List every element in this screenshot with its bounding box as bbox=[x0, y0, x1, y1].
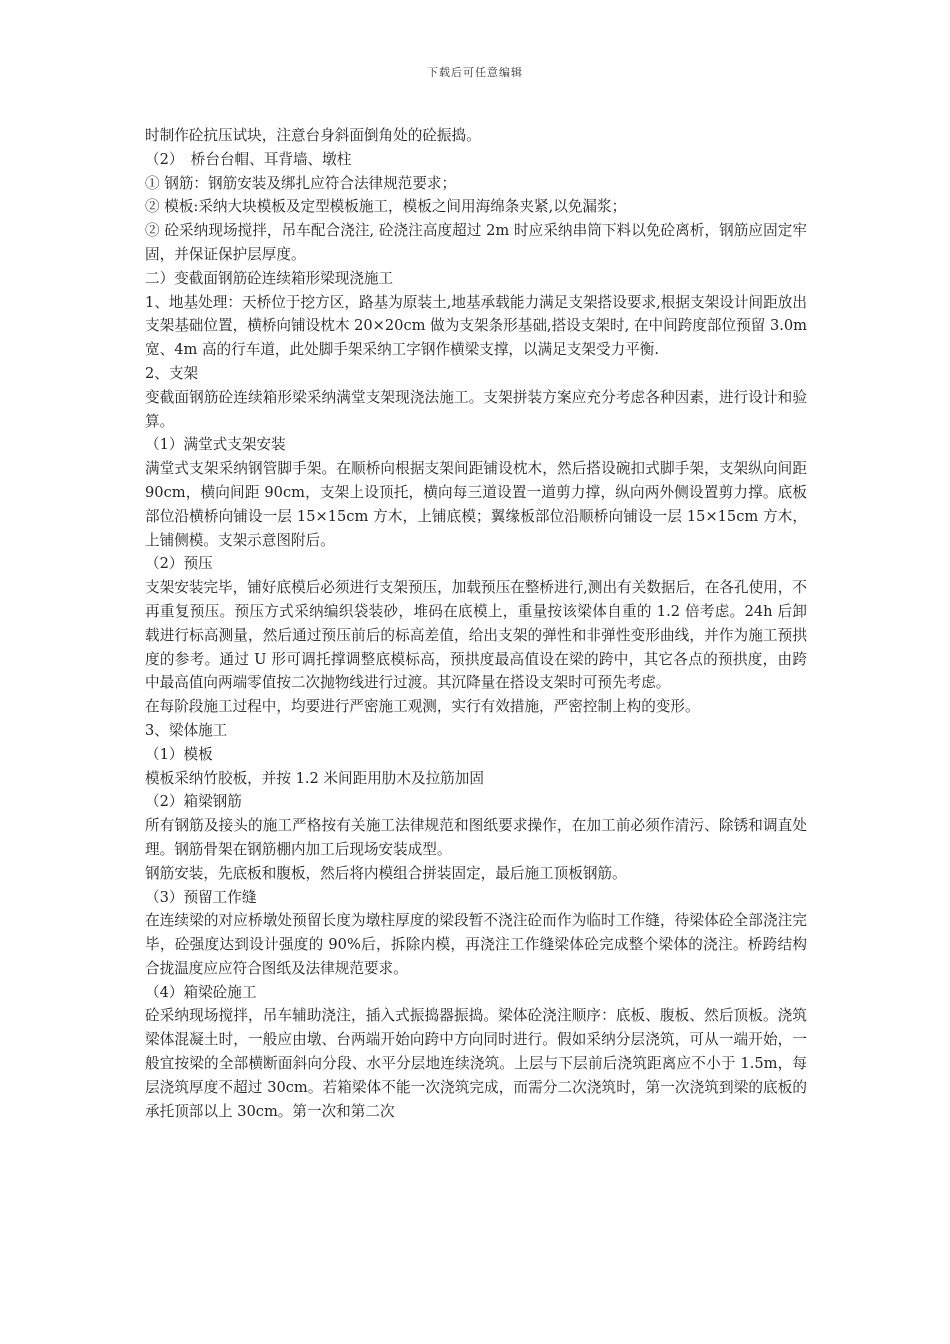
subheading-joint: （3）预留工作缝 bbox=[145, 888, 257, 906]
paragraph-foundation: 1、地基处理：天桥位于挖方区，路基为原装土,地基承载能力满足支架搭设要求,根据支架设计间距放出支架基础位置，横桥向铺设枕木 20×20cm 做为支架条形基础,搭设支架时, 在中间跨度部位预留 3.0m 宽、4m 高的行车道，此处脚手架采纳工字钢作横梁支撑，以满足支架受力平衡. bbox=[145, 293, 807, 359]
subheading-concrete: （4）箱梁砼施工 bbox=[145, 983, 257, 1001]
section-heading-support: 2、支架 bbox=[145, 364, 199, 382]
paragraph-joint: 在连续梁的对应桥墩处预留长度为墩柱厚度的梁段暂不浇注砼而作为临时工作缝，待梁体砼全部浇注完毕，砼强度达到设计强度的 90%后，拆除内模，再浇注工作缝梁体砼完成整个梁体的浇注。桥跨结构合拢温度应应符合图纸及法律规范要求。 bbox=[145, 912, 807, 977]
paragraph-concrete: 砼采纳现场搅拌，吊车辅助浇注，插入式振捣器振捣。梁体砼浇注顺序：底板、腹板、然后顶板。浇筑梁体混凝土时，一般应由墩、台两端开始向跨中方向同时进行。假如采纳分层浇筑，可从一端开始，一般宜按梁的全部横断面斜向分段、水平分层地连续浇筑。上层与下层前后浇筑距离应不小于 1.5m，每层浇筑厚度不超过 30cm。若箱梁体不能一次浇筑完成，而需分二次浇筑时，第一次浇筑到梁的底板的承托顶部以上 30cm。第一次和第二次 bbox=[145, 1007, 807, 1120]
section-heading-2: （2） 桥台台帽、耳背墙、墩柱 bbox=[145, 150, 352, 168]
subheading-full-support: （1）满堂式支架安装 bbox=[145, 436, 286, 454]
paragraph-rebar-install: 钢筋安装，先底板和腹板，然后将内模组合拼装固定，最后施工顶板钢筋。 bbox=[145, 864, 627, 882]
section-heading-beam: 3、梁体施工 bbox=[145, 721, 228, 739]
paragraph-support: 变截面钢筋砼连续箱形梁采纳满堂支架现浇法施工。支架拼装方案应充分考虑各种因素，进行设计和验算。 bbox=[145, 388, 807, 430]
list-item-rebar: ① 钢筋：钢筋安装及绑扎应符合法律规范要求； bbox=[145, 174, 457, 192]
paragraph-1: 时制作砼抗压试块，注意台身斜面倒角处的砼振捣。 bbox=[145, 127, 481, 144]
paragraph-observation: 在每阶段施工过程中，均要进行严密施工观测，实行有效措施，严密控制上构的变形。 bbox=[145, 698, 700, 716]
subheading-rebar: （2）箱梁钢筋 bbox=[145, 793, 242, 811]
paragraph-formwork: 模板采纳竹胶板，并按 1.2 米间距用肋木及拉筋加固 bbox=[145, 769, 484, 787]
paragraph-rebar: 所有钢筋及接头的施工严格按有关施工法律规范和图纸要求操作，在加工前必须作清污、除锈和调直处理。钢筋骨架在钢筋棚内加工后现场安装成型。 bbox=[145, 817, 807, 858]
subheading-formwork: （1）模板 bbox=[145, 745, 213, 763]
list-item-concrete: ② 砼采纳现场搅拌，吊车配合浇注, 砼浇注高度超过 2m 时应采纳串筒下料以免砼离析，钢筋应固定牢固，并保证保护层厚度。 bbox=[145, 222, 807, 263]
section-heading-box-girder: 二）变截面钢筋砼连续箱形梁现浇施工 bbox=[145, 269, 394, 287]
paragraph-preload: 支架安装完毕，铺好底模后必须进行支架预压，加载预压在整桥进行,测出有关数据后，在各孔使用，不再重复预压。预压方式采纳编织袋装砂，堆码在底模上，重量按该梁体自重的 1.2 倍考虑。24h 后卸载进行标高测量，然后通过预压前后的标高差值，给出支架的弹性和非弹性变形曲线，并作为施工预拱度的参考。通过 U 形可调托撑调整底模标高，预拱度最高值设在梁的跨中，其它各点的预拱度，由跨中最高值向两端零值按二次抛物线进行过渡。其沉降量在搭设支架时可预先考虑。 bbox=[145, 579, 807, 692]
page-header: 下载后可任意编辑 bbox=[427, 66, 523, 79]
paragraph-full-support: 满堂式支架采纳钢管脚手架。在顺桥向根据支架间距铺设枕木，然后搭设碗扣式脚手架，支架纵向间距 90cm，横向间距 90cm，支架上设顶托，横向每三道设置一道剪力撑，纵向两外侧设置剪力撑。底板部位沿横桥向铺设一层 15×15cm 方木，上铺底模；翼缘板部位沿顺桥向铺设一层 15×15cm 方木，上铺侧模。支架示意图附后。 bbox=[145, 460, 807, 549]
subheading-preload: （2）预压 bbox=[145, 555, 213, 573]
document-body bbox=[145, 124, 807, 1123]
list-item-formwork: ② 模板:采纳大块模板及定型模板施工，模板之间用海绵条夹紧,以免漏浆； bbox=[145, 198, 627, 216]
